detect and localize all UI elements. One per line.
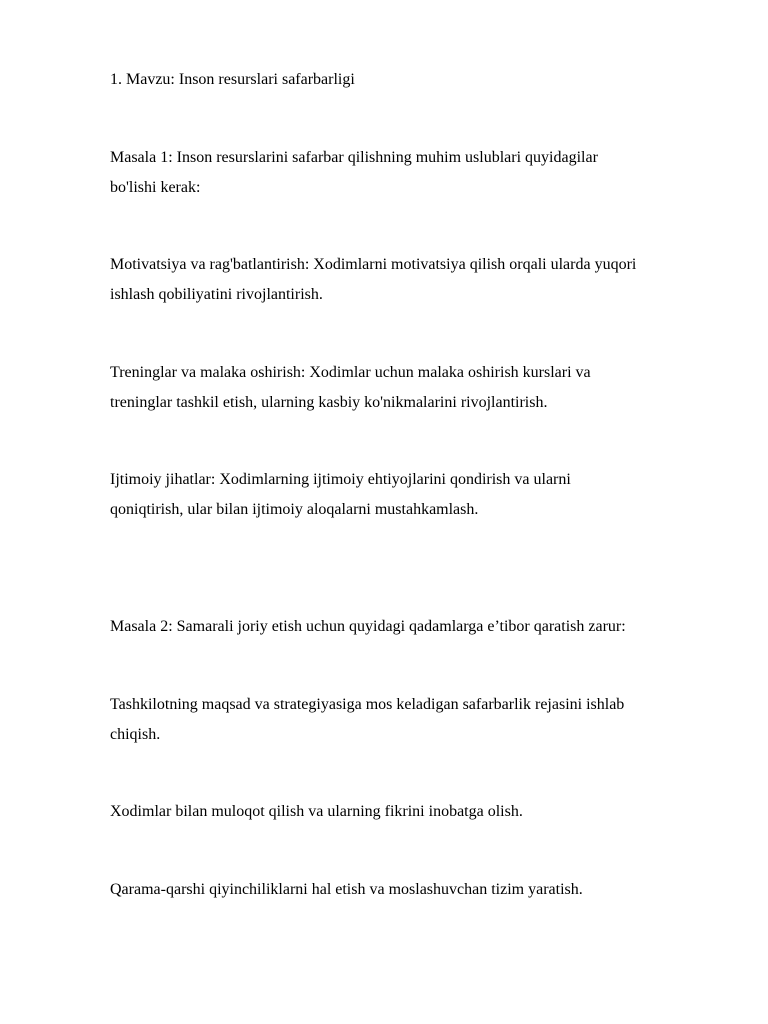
paragraph-tashkilot-line-1: Tashkilotning maqsad va strategiyasiga mos keladigan safarbarlik rejasini ishlab — [110, 696, 625, 713]
paragraph-ijtimoiy-line-1: Ijtimoiy jihatlar: Xodimlarning ijtimoiy ehtiyojlarini qondirish va ularni — [110, 471, 571, 488]
paragraph-motivatsiya-line-1: Motivatsiya va rag'batlantirish: Xodimlarni motivatsiya qilish orqali ularda yuqori — [110, 256, 637, 273]
paragraph-qarama-qarshi: Qarama-qarshi qiyinchiliklarni hal etish va moslashuvchan tizim yaratish. — [110, 881, 583, 898]
paragraph-treninglar-line-2: treninglar tashkil etish, ularning kasbiy ko'nikmalarini rivojlantirish. — [110, 394, 548, 411]
paragraph-tashkilot-line-2: chiqish. — [110, 726, 161, 743]
paragraph-motivatsiya-line-2: ishlash qobiliyatini rivojlantirish. — [110, 286, 323, 303]
document-title: 1. Mavzu: Inson resurslari safarbarligi — [110, 71, 355, 88]
paragraph-masala-1-line-2: bo'lishi kerak: — [110, 179, 201, 196]
paragraph-masala-2: Masala 2: Samarali joriy etish uchun quyidagi qadamlarga e’tibor qaratish zarur: — [110, 618, 626, 635]
paragraph-masala-1-line-1: Masala 1: Inson resurslarini safarbar qilishning muhim uslublari quyidagilar — [110, 149, 598, 166]
paragraph-ijtimoiy-line-2: qoniqtirish, ular bilan ijtimoiy aloqalarni mustahkamlash. — [110, 501, 479, 518]
paragraph-treninglar-line-1: Treninglar va malaka oshirish: Xodimlar uchun malaka oshirish kurslari va — [110, 364, 591, 381]
paragraph-xodimlar: Xodimlar bilan muloqot qilish va ularning fikrini inobatga olish. — [110, 803, 523, 820]
